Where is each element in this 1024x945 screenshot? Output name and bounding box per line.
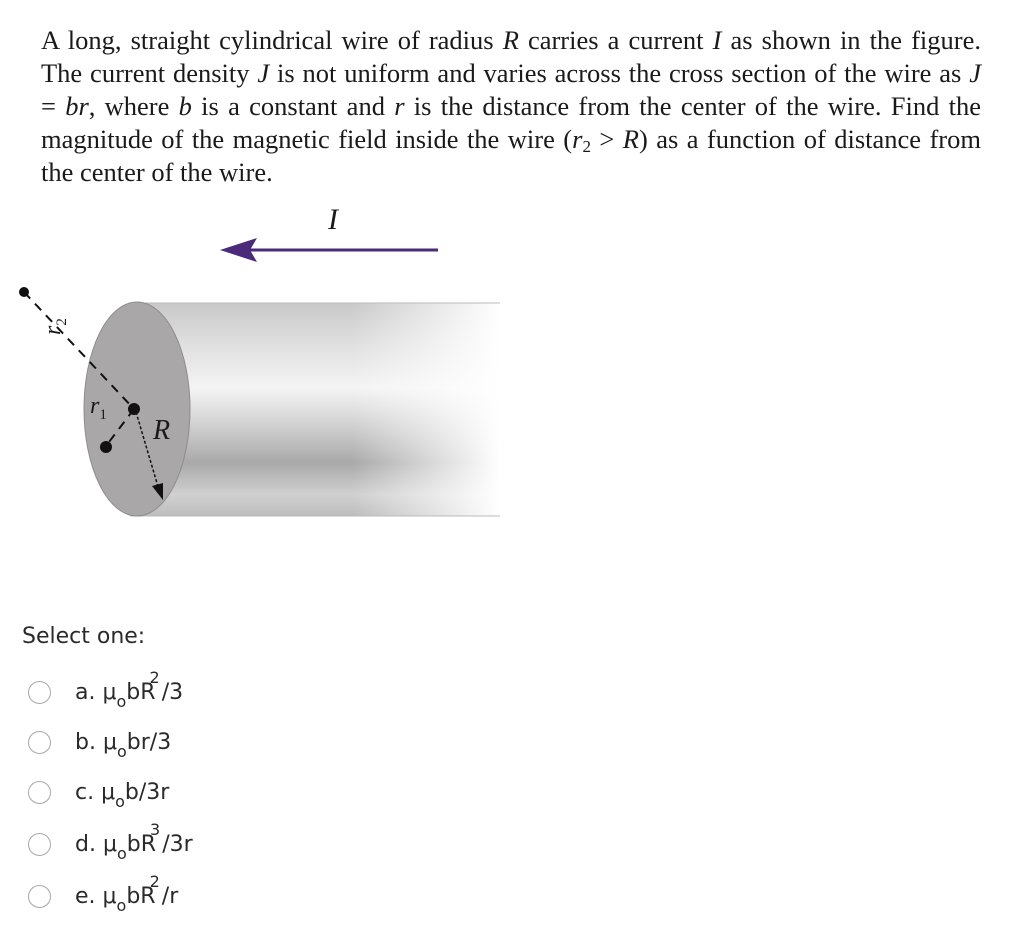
wire-figure	[0, 200, 520, 540]
select-one-prompt: Select one:	[22, 624, 146, 649]
option-a[interactable]	[28, 667, 184, 711]
option-d[interactable]	[28, 819, 193, 863]
option-b-label: b. $\mu_obr/3$	[75, 729, 172, 761]
radio-button-b[interactable]	[28, 731, 51, 754]
option-c[interactable]	[28, 774, 169, 810]
option-d-label: d. $\mu_obR^3/3r$	[75, 819, 193, 863]
radius-label: R	[153, 415, 171, 446]
option-b[interactable]	[28, 724, 171, 760]
option-e-label: e. $\mu_obR^2/r$	[75, 871, 179, 915]
radio-button-e[interactable]	[28, 885, 51, 908]
option-e[interactable]	[28, 871, 179, 915]
cylinder-diagram	[0, 200, 520, 540]
radio-button-c[interactable]	[28, 781, 51, 804]
option-c-label: c. $\mu_ob/3r$	[75, 779, 170, 811]
radio-button-a[interactable]	[28, 681, 51, 704]
r2-point	[19, 287, 29, 297]
center-point	[128, 403, 140, 415]
option-a-label: a. $\mu_obR^2/3$	[75, 667, 184, 711]
current-label: I	[328, 203, 338, 236]
radio-button-d[interactable]	[28, 833, 51, 856]
question-text: A long, straight cylindrical wire of radius R carries a current I as shown in the figure. The current density J is not uniform and varies across the cross section of the wire as J = br, where b is a constant and r is the distance from the center of the wire. Find the magnitude of the magnetic field inside the wire $(r_2 > R)$ as a function of distance from the center of the wire.	[41, 25, 981, 187]
r1-point	[100, 441, 112, 453]
r2-label: $r_2$	[40, 318, 70, 335]
r1-label: $r_1$	[90, 393, 107, 423]
